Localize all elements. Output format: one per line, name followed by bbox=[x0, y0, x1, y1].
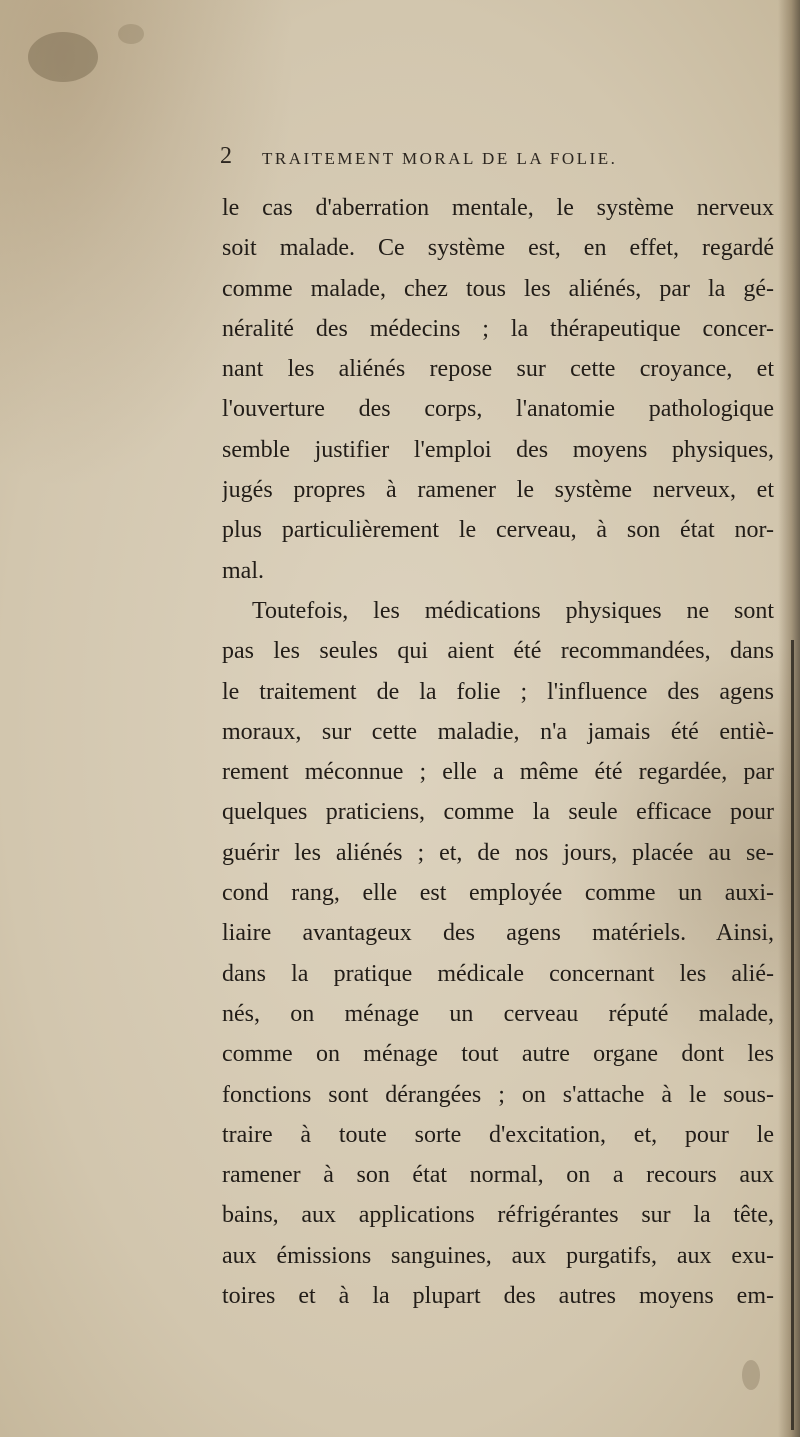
text-line: guérir les aliénés ; et, de nos jours, placée au se- bbox=[222, 839, 774, 866]
text-line: jugés propres à ramener le système nerveux, et bbox=[222, 477, 774, 504]
binding-edge bbox=[791, 640, 794, 1430]
text-line: toires et à la plupart des autres moyens em- bbox=[222, 1283, 774, 1310]
text-line: soit malade. Ce système est, en effet, regardé bbox=[222, 235, 774, 262]
page-number: 2 bbox=[220, 143, 232, 169]
text-line: l'ouverture des corps, l'anatomie pathologique bbox=[222, 396, 774, 423]
paper-stain bbox=[742, 1360, 760, 1390]
text-line: pas les seules qui aient été recommandées, dans bbox=[222, 638, 774, 665]
paper-stain bbox=[28, 32, 98, 82]
text-line: liaire avantageux des agens matériels. Ainsi, bbox=[222, 920, 774, 947]
text-line: comme on ménage tout autre organe dont les bbox=[222, 1041, 774, 1068]
text-line: mal. bbox=[222, 557, 264, 584]
text-line: nés, on ménage un cerveau réputé malade, bbox=[222, 1000, 774, 1027]
text-line: moraux, sur cette maladie, n'a jamais été entiè- bbox=[222, 718, 774, 745]
text-line: traire à toute sorte d'excitation, et, pour le bbox=[222, 1121, 774, 1148]
text-line: comme malade, chez tous les aliénés, par la gé- bbox=[222, 275, 774, 302]
text-line: bains, aux applications réfrigérantes sur la tête, bbox=[222, 1202, 774, 1229]
text-line: plus particulièrement le cerveau, à son état nor- bbox=[222, 517, 774, 544]
body-text bbox=[222, 188, 774, 1316]
paper-stain bbox=[118, 24, 144, 44]
running-head: TRAITEMENT MORAL DE LA FOLIE. bbox=[262, 149, 618, 168]
text-line: néralité des médecins ; la thérapeutique concer- bbox=[222, 315, 774, 342]
text-line: aux émissions sanguines, aux purgatifs, aux exu- bbox=[222, 1242, 774, 1269]
text-line: nant les aliénés repose sur cette croyance, et bbox=[222, 356, 774, 383]
text-line: le cas d'aberration mentale, le système nerveux bbox=[222, 195, 774, 221]
page-header bbox=[0, 143, 800, 183]
text-line: semble justifier l'emploi des moyens physiques, bbox=[222, 436, 774, 463]
text-line: fonctions sont dérangées ; on s'attache à le sous- bbox=[222, 1081, 774, 1108]
paragraph-start-line: Toutefois, les médications physiques ne sont bbox=[252, 597, 774, 624]
page-edge-shadow bbox=[778, 0, 800, 1437]
text-line: quelques praticiens, comme la seule efficace pour bbox=[222, 799, 774, 826]
text-line: rement méconnue ; elle a même été regardée, par bbox=[222, 759, 774, 786]
text-line: cond rang, elle est employée comme un auxi- bbox=[222, 880, 774, 907]
text-line: le traitement de la folie ; l'influence des agens bbox=[222, 678, 774, 705]
text-line: ramener à son état normal, on a recours aux bbox=[222, 1162, 774, 1189]
text-line: dans la pratique médicale concernant les alié- bbox=[222, 960, 774, 987]
